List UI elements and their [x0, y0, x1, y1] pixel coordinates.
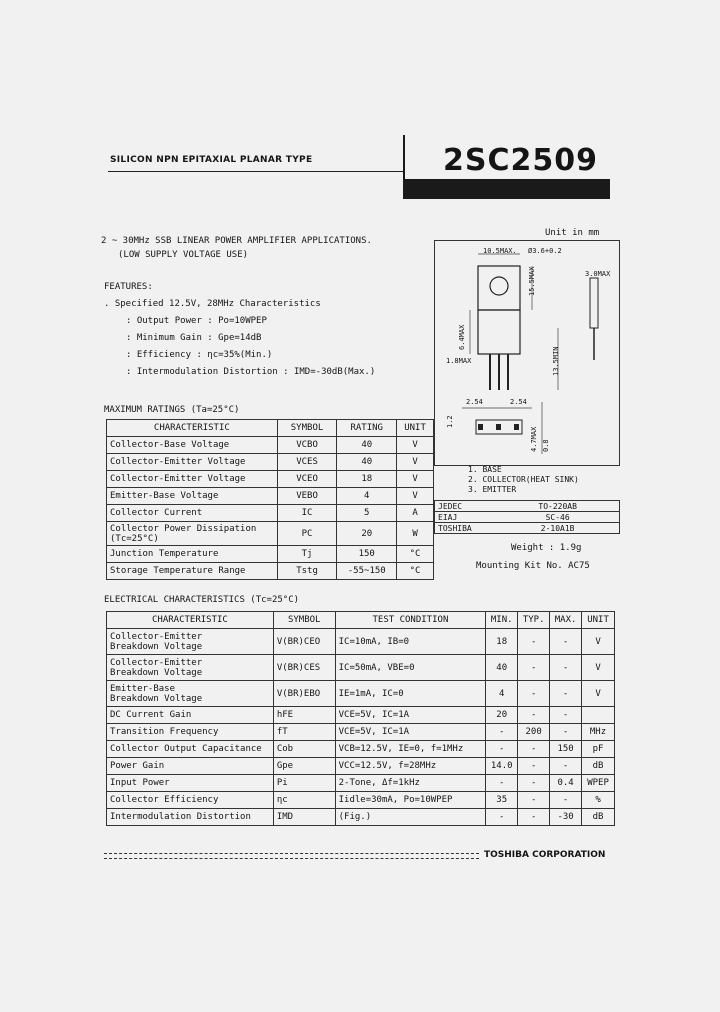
cell-characteristic: Collector-Base Voltage — [107, 437, 278, 454]
cell-characteristic: Collector-Emitter Breakdown Voltage — [107, 629, 274, 655]
electrical-title: ELECTRICAL CHARACTERISTICS (Tc=25°C) — [104, 595, 300, 605]
table-row — [107, 563, 434, 580]
feature-item: : Intermodulation Distortion : IMD=-30dB(Max.) — [126, 367, 376, 377]
weight-label: Weight : 1.9g — [511, 543, 582, 553]
cell-unit — [582, 707, 615, 724]
cell-symbol: hFE — [273, 707, 335, 724]
table-row — [107, 546, 434, 563]
mounting-kit-label: Mounting Kit No. AC75 — [476, 561, 590, 571]
cell-unit: °C — [397, 546, 434, 563]
col-header: MIN. — [486, 612, 518, 629]
dim-label: 4.7MAX — [530, 426, 538, 452]
cell-min: 14.0 — [486, 758, 518, 775]
cell-code: SC-46 — [496, 512, 619, 523]
cell-unit: W — [397, 522, 434, 546]
cell-unit: °C — [397, 563, 434, 580]
tab-outline — [478, 266, 520, 310]
cell-rating: 4 — [337, 488, 397, 505]
cell-min: 35 — [486, 792, 518, 809]
col-header: UNIT — [397, 420, 434, 437]
dim-label: 6.4MAX — [458, 324, 466, 350]
cell-min: - — [486, 724, 518, 741]
cell-min: - — [486, 809, 518, 826]
part-number: 2SC2509 — [443, 143, 598, 178]
cell-symbol: V(BR)CES — [273, 655, 335, 681]
cell-min: 18 — [486, 629, 518, 655]
cell-typ: - — [518, 809, 550, 826]
max-ratings-title: MAXIMUM RATINGS (Ta=25°C) — [104, 405, 240, 415]
cell-max: - — [550, 629, 582, 655]
cell-condition: Iidle=30mA, Po=10WPEP — [335, 792, 486, 809]
mounting-hole — [490, 277, 508, 295]
cell-max: - — [550, 681, 582, 707]
cell-unit: % — [582, 792, 615, 809]
cell-characteristic: Power Gain — [107, 758, 274, 775]
table-row — [435, 512, 620, 523]
table-row — [107, 437, 434, 454]
col-header: SYMBOL — [273, 612, 335, 629]
table-row — [107, 775, 615, 792]
cell-max: 0.4 — [550, 775, 582, 792]
cell-condition: 2-Tone, Δf=1kHz — [335, 775, 486, 792]
application-line-1: 2 ~ 30MHz SSB LINEAR POWER AMPLIFIER APPLICATIONS. — [101, 236, 372, 246]
feature-item: . Specified 12.5V, 28MHz Characteristics — [104, 299, 321, 309]
cell-characteristic: Collector-Emitter Breakdown Voltage — [107, 655, 274, 681]
cell-condition: IC=10mA, IB=0 — [335, 629, 486, 655]
cell-typ: - — [518, 775, 550, 792]
cell-symbol: VCBO — [277, 437, 337, 454]
cell-unit: V — [397, 454, 434, 471]
cell-condition: VCE=5V, IC=1A — [335, 707, 486, 724]
feature-item: : Minimum Gain : Gpe=14dB — [126, 333, 262, 343]
cell-standard: EIAJ — [435, 512, 497, 523]
unit-label: Unit in mm — [545, 228, 600, 238]
cell-characteristic: Collector-Emitter Voltage — [107, 471, 278, 488]
dim-label: 3.0MAX — [585, 270, 611, 278]
application-line-2: (LOW SUPPLY VOLTAGE USE) — [118, 250, 249, 260]
cell-symbol: ηc — [273, 792, 335, 809]
cell-characteristic: Collector Efficiency — [107, 792, 274, 809]
table-header-row — [107, 420, 434, 437]
cell-max: - — [550, 792, 582, 809]
cell-symbol: IMD — [273, 809, 335, 826]
feature-item: : Output Power : Po=10WPEP — [126, 316, 267, 326]
cell-unit: A — [397, 505, 434, 522]
cell-symbol: V(BR)EBO — [273, 681, 335, 707]
dim-label: 1.2 — [446, 415, 454, 428]
electrical-table — [106, 611, 615, 826]
cell-symbol: IC — [277, 505, 337, 522]
table-row — [107, 655, 615, 681]
cell-unit: V — [582, 681, 615, 707]
cell-rating: 150 — [337, 546, 397, 563]
cell-typ: - — [518, 629, 550, 655]
cell-typ: - — [518, 741, 550, 758]
table-row — [107, 758, 615, 775]
cell-characteristic: Junction Temperature — [107, 546, 278, 563]
pin-label: 3. EMITTER — [468, 485, 517, 494]
cell-unit: dB — [582, 758, 615, 775]
cell-rating: 5 — [337, 505, 397, 522]
cell-characteristic: Collector Current — [107, 505, 278, 522]
cell-typ: - — [518, 655, 550, 681]
cell-unit: V — [397, 488, 434, 505]
cell-max: - — [550, 758, 582, 775]
cell-symbol: Tj — [277, 546, 337, 563]
table-row — [107, 454, 434, 471]
col-header: TYP. — [518, 612, 550, 629]
cell-symbol: fT — [273, 724, 335, 741]
table-row — [107, 471, 434, 488]
cell-min: - — [486, 775, 518, 792]
cell-standard: TOSHIBA — [435, 523, 497, 534]
cell-max: 150 — [550, 741, 582, 758]
table-row — [107, 522, 434, 546]
footer-rule — [104, 853, 479, 859]
cell-max: - — [550, 655, 582, 681]
cell-characteristic: Intermodulation Distortion — [107, 809, 274, 826]
cell-min: - — [486, 741, 518, 758]
cell-rating: 40 — [337, 454, 397, 471]
cell-condition: IC=50mA, VBE=0 — [335, 655, 486, 681]
cell-typ: - — [518, 758, 550, 775]
cell-condition: VCC=12.5V, f=28MHz — [335, 758, 486, 775]
col-header: UNIT — [582, 612, 615, 629]
dim-label: 2.54 — [510, 398, 527, 406]
body-outline — [478, 310, 520, 354]
cell-characteristic: DC Current Gain — [107, 707, 274, 724]
cell-rating: 18 — [337, 471, 397, 488]
cell-min: 4 — [486, 681, 518, 707]
col-header: TEST CONDITION — [335, 612, 486, 629]
cell-unit: pF — [582, 741, 615, 758]
header-rule — [108, 171, 403, 172]
table-row — [107, 792, 615, 809]
col-header: SYMBOL — [277, 420, 337, 437]
max-ratings-table — [106, 419, 434, 580]
dim-label: 13.5MIN — [552, 346, 560, 376]
table-row — [107, 629, 615, 655]
company-name: TOSHIBA CORPORATION — [484, 850, 606, 860]
device-type: SILICON NPN EPITAXIAL PLANAR TYPE — [110, 155, 313, 165]
cell-symbol: V(BR)CEO — [273, 629, 335, 655]
pin-label: 1. BASE — [468, 465, 502, 474]
cell-unit: V — [582, 655, 615, 681]
table-row — [107, 681, 615, 707]
cell-condition: IE=1mA, IC=0 — [335, 681, 486, 707]
cell-rating: 20 — [337, 522, 397, 546]
col-header: MAX. — [550, 612, 582, 629]
cell-characteristic: Emitter-Base Voltage — [107, 488, 278, 505]
feature-item: : Efficiency : ηc=35%(Min.) — [126, 350, 273, 360]
part-number-bar — [403, 179, 610, 199]
cell-code: TO-220AB — [496, 501, 619, 512]
table-row — [107, 707, 615, 724]
cell-max: - — [550, 724, 582, 741]
cell-unit: V — [397, 437, 434, 454]
table-row — [107, 724, 615, 741]
part-number-box — [403, 135, 610, 199]
cell-symbol: PC — [277, 522, 337, 546]
cell-condition: VCE=5V, IC=1A — [335, 724, 486, 741]
cell-rating: -55~150 — [337, 563, 397, 580]
col-header: CHARACTERISTIC — [107, 612, 274, 629]
table-row — [107, 488, 434, 505]
cell-unit: V — [582, 629, 615, 655]
table-row — [435, 501, 620, 512]
table-row — [435, 523, 620, 534]
dim-label: 1.8MAX — [446, 357, 472, 365]
cell-characteristic: Input Power — [107, 775, 274, 792]
cell-symbol: Gpe — [273, 758, 335, 775]
cell-condition: VCB=12.5V, IE=0, f=1MHz — [335, 741, 486, 758]
col-header: RATING — [337, 420, 397, 437]
cell-max: - — [550, 707, 582, 724]
cell-min: 20 — [486, 707, 518, 724]
cell-rating: 40 — [337, 437, 397, 454]
cell-unit: V — [397, 471, 434, 488]
cell-symbol: VCEO — [277, 471, 337, 488]
cell-typ: 200 — [518, 724, 550, 741]
side-view-body — [590, 278, 598, 328]
dim-label: 10.5MAX. — [483, 247, 517, 255]
cell-characteristic: Emitter-Base Breakdown Voltage — [107, 681, 274, 707]
cell-typ: - — [518, 681, 550, 707]
cell-characteristic: Collector Output Capacitance — [107, 741, 274, 758]
table-row — [107, 505, 434, 522]
cell-max: -30 — [550, 809, 582, 826]
cell-standard: JEDEC — [435, 501, 497, 512]
cell-symbol: Cob — [273, 741, 335, 758]
table-row — [107, 741, 615, 758]
cell-condition: (Fig.) — [335, 809, 486, 826]
cell-typ: - — [518, 792, 550, 809]
dim-label: 0.8 — [542, 439, 550, 452]
cell-symbol: VEBO — [277, 488, 337, 505]
cell-typ: - — [518, 707, 550, 724]
cell-unit: WPEP — [582, 775, 615, 792]
features-title: FEATURES: — [104, 282, 153, 292]
cell-min: 40 — [486, 655, 518, 681]
cell-code: 2-10A1B — [496, 523, 619, 534]
cell-symbol: Pi — [273, 775, 335, 792]
dim-label: 2.54 — [466, 398, 483, 406]
package-standards-table — [434, 500, 620, 534]
col-header: CHARACTERISTIC — [107, 420, 278, 437]
cell-characteristic: Collector Power Dissipation (Tc=25°C) — [107, 522, 278, 546]
table-row — [107, 809, 615, 826]
pin-label: 2. COLLECTOR(HEAT SINK) — [468, 475, 579, 484]
dim-label: Ø3.6+0.2 — [528, 247, 562, 255]
dim-label: 15.5MAX — [528, 266, 536, 296]
cell-symbol: VCES — [277, 454, 337, 471]
cell-unit: dB — [582, 809, 615, 826]
cell-characteristic: Collector-Emitter Voltage — [107, 454, 278, 471]
cell-unit: MHz — [582, 724, 615, 741]
cell-characteristic: Storage Temperature Range — [107, 563, 278, 580]
cell-symbol: Tstg — [277, 563, 337, 580]
cell-characteristic: Transition Frequency — [107, 724, 274, 741]
table-header-row — [107, 612, 615, 629]
